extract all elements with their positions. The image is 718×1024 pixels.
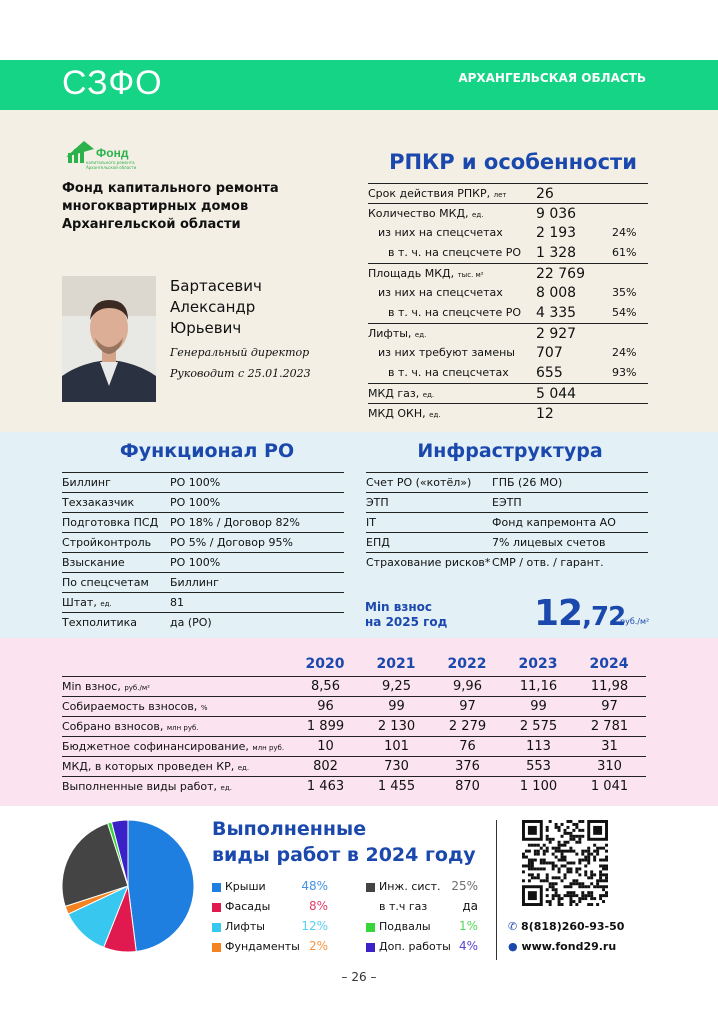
legend-item — [366, 878, 440, 896]
infrastructure-row — [366, 512, 648, 532]
works-title-line2: виды работ в 2024 году — [212, 844, 476, 866]
stats-unit: руб./м² — [124, 684, 150, 692]
rpkr-label-text: Лифты, — [368, 327, 412, 340]
stats-label — [62, 777, 290, 795]
stats-label — [62, 737, 290, 755]
min-fee-dec: ,72 — [582, 602, 626, 632]
rpkr-value: 707 — [536, 345, 563, 361]
functional-key — [62, 553, 170, 572]
stats-year: 2024 — [589, 656, 629, 672]
legend-item — [212, 878, 266, 896]
rpkr-unit: ед. — [429, 411, 441, 419]
stats-label-text: МКД, в которых проведен КР, — [62, 760, 235, 773]
stats-cell: 97 — [601, 699, 618, 714]
globe-icon: ● — [508, 940, 522, 953]
stats-label-text: Бюджетное софинансирование, — [62, 740, 249, 753]
stats-unit: млн руб. — [252, 744, 285, 752]
infrastructure-value: ГПБ (26 МО) — [492, 476, 563, 489]
infrastructure-row — [366, 552, 648, 572]
legend-item — [366, 898, 427, 916]
legend-name: в т.ч газ — [379, 900, 428, 913]
functional-value: да (РО) — [170, 616, 212, 629]
divider — [496, 820, 497, 960]
infrastructure-row — [366, 472, 648, 492]
functional-key — [62, 593, 170, 612]
rpkr-label — [368, 404, 536, 423]
rpkr-percent — [612, 404, 648, 423]
region-code: СЗФО — [62, 64, 163, 102]
rpkr-label — [368, 384, 536, 403]
stats-cell: 11,16 — [519, 679, 558, 694]
legend-item — [212, 938, 300, 956]
infrastructure-key: ЭТП — [366, 496, 389, 509]
stats-label — [62, 677, 290, 695]
stats-cell: 8,56 — [311, 679, 340, 694]
rpkr-value: 2 927 — [536, 326, 577, 342]
functional-key — [62, 573, 170, 592]
rpkr-label — [368, 324, 536, 343]
infrastructure-row — [366, 492, 648, 512]
functional-key-text: Взыскание — [62, 556, 125, 569]
legend-name: Подвалы — [379, 920, 431, 933]
infrastructure-value: СМР / отв. / гарант. — [492, 556, 604, 569]
rpkr-percent — [612, 324, 648, 343]
stats-cell: 9,25 — [382, 679, 411, 694]
rpkr-percent: 61% — [612, 246, 637, 259]
stats-cell: 1 100 — [519, 779, 558, 794]
rpkr-row — [368, 243, 648, 263]
stats-cell: 376 — [455, 759, 480, 774]
rpkr-percent: 35% — [612, 286, 637, 299]
rpkr-label — [368, 184, 536, 203]
rpkr-percent — [612, 264, 648, 283]
rpkr-label-text: Срок действия РПКР, — [368, 187, 491, 200]
rpkr-label — [368, 343, 536, 363]
director-since: Руководит с 25.01.2023 — [170, 367, 311, 380]
infrastructure-key: ЕПД — [366, 536, 390, 549]
min-fee-unit: руб./м² — [620, 617, 650, 626]
legend-swatch — [212, 903, 221, 912]
rpkr-label — [368, 283, 536, 303]
legend-item — [212, 898, 270, 916]
rpkr-label-text: в т. ч. на спецсчете РО — [388, 246, 522, 259]
functional-row — [62, 572, 344, 592]
rpkr-value: 1 328 — [536, 245, 577, 261]
functional-key — [62, 473, 170, 492]
rpkr-percent: 24% — [612, 226, 637, 239]
rpkr-row — [368, 343, 648, 363]
qr-code-icon[interactable] — [522, 820, 608, 906]
rpkr-label-text: МКД ОКН, — [368, 407, 426, 420]
legend-item — [212, 918, 265, 936]
functional-key — [62, 613, 170, 632]
rpkr-label — [368, 264, 536, 283]
infrastructure-value: 7% лицевых счетов — [492, 536, 606, 549]
infrastructure-key: Страхование рисков* — [366, 556, 491, 569]
infrastructure-title: Инфраструктура — [417, 440, 603, 462]
legend-swatch — [212, 923, 221, 932]
infrastructure-value: Фонд капремонта АО — [492, 516, 616, 529]
stats-year: 2023 — [518, 656, 558, 672]
rpkr-label-text: из них на спецсчетах — [378, 226, 503, 239]
director-surname: Бартасевич — [170, 277, 262, 295]
rpkr-row — [368, 323, 648, 343]
legend-percent: 48% — [301, 879, 328, 893]
contact-phone[interactable] — [508, 920, 624, 933]
functional-key-text: Штат, — [62, 596, 97, 609]
stats-unit: млн руб. — [166, 724, 199, 732]
legend-swatch — [212, 943, 221, 952]
works-pie-chart — [60, 818, 196, 954]
stats-cell: 802 — [313, 759, 338, 774]
page-number: – 26 – — [341, 970, 377, 984]
stats-cell: 870 — [455, 779, 480, 794]
legend-percent: 2% — [308, 939, 328, 953]
legend-percent: 12% — [301, 919, 328, 933]
stats-year: 2021 — [376, 656, 416, 672]
rpkr-percent — [612, 184, 648, 203]
functional-key — [62, 513, 170, 532]
rpkr-row — [368, 363, 648, 383]
rpkr-row — [368, 383, 648, 403]
legend-percent: да — [462, 899, 478, 913]
min-fee-label — [365, 600, 447, 630]
functional-value: РО 18% / Договор 82% — [170, 516, 300, 529]
rpkr-unit: ед. — [414, 331, 427, 339]
rpkr-row — [368, 223, 648, 243]
contact-site[interactable] — [508, 940, 616, 953]
stats-row — [62, 756, 646, 775]
stats-cell: 99 — [530, 699, 547, 714]
rpkr-label-text: Площадь МКД, — [368, 267, 455, 280]
stats-cell: 2 781 — [590, 719, 629, 734]
stats-label-text: Выполненные виды работ, — [62, 780, 218, 793]
legend-swatch — [366, 943, 375, 952]
functional-title: Функционал РО — [119, 440, 295, 462]
stats-row — [62, 736, 646, 755]
stats-cell: 101 — [384, 739, 409, 754]
legend-name: Фасады — [225, 900, 271, 913]
rpkr-percent — [612, 384, 648, 403]
stats-cell: 730 — [384, 759, 409, 774]
stats-cell: 2 130 — [377, 719, 416, 734]
rpkr-value: 26 — [536, 186, 554, 202]
rpkr-value: 22 769 — [536, 266, 585, 282]
legend-swatch — [366, 883, 375, 892]
legend-name: Крыши — [225, 880, 266, 893]
rpkr-label-text: в т. ч. на спецсчетах — [388, 366, 509, 379]
functional-row — [62, 492, 344, 512]
rpkr-label — [368, 363, 536, 383]
rpkr-value: 5 044 — [536, 386, 577, 402]
functional-key — [62, 533, 170, 552]
functional-value: РО 100% — [170, 496, 221, 509]
works-title — [212, 816, 502, 868]
functional-value: РО 100% — [170, 476, 221, 489]
functional-row — [62, 612, 344, 632]
rpkr-row — [368, 403, 648, 423]
stats-cell: 31 — [601, 739, 618, 754]
functional-key-text: Биллинг — [62, 476, 111, 489]
stats-unit: % — [200, 704, 208, 712]
director-patronymic: Юрьевич — [170, 319, 242, 337]
rpkr-label-text: МКД газ, — [368, 387, 420, 400]
functional-value: РО 5% / Договор 95% — [170, 536, 293, 549]
stats-cell: 1 899 — [306, 719, 345, 734]
logo-text: Фонд — [96, 146, 129, 160]
director-first-name: Александр — [170, 298, 256, 316]
rpkr-row — [368, 183, 648, 203]
stats-cell: 553 — [526, 759, 551, 774]
legend-percent: 4% — [458, 939, 478, 953]
functional-row — [62, 592, 344, 612]
functional-key — [62, 493, 170, 512]
rpkr-row — [368, 263, 648, 283]
stats-unit: ед. — [220, 784, 232, 792]
region-header — [0, 60, 718, 110]
infrastructure-key: Счет РО («котёл») — [366, 476, 472, 489]
fund-name: Фонд капитального ремонта многоквартирных домов Архангельской области — [62, 181, 279, 232]
min-fee-label-line2: на 2025 год — [365, 615, 448, 629]
rpkr-row — [368, 283, 648, 303]
legend-swatch — [366, 903, 375, 912]
legend-percent: 1% — [458, 919, 478, 933]
legend-swatch — [212, 883, 221, 892]
rpkr-label — [368, 204, 536, 223]
rpkr-label-text: из них требуют замены — [378, 346, 515, 359]
functional-row — [62, 512, 344, 532]
legend-item — [366, 918, 431, 936]
legend-name: Лифты — [225, 920, 265, 933]
stats-cell: 99 — [388, 699, 405, 714]
rpkr-value: 2 193 — [536, 225, 577, 241]
stats-cell: 1 455 — [377, 779, 416, 794]
functional-key-text: Стройконтроль — [62, 536, 152, 549]
rpkr-row — [368, 203, 648, 223]
min-fee-int: 12 — [534, 593, 583, 634]
stats-cell: 10 — [317, 739, 334, 754]
rpkr-label-text: из них на спецсчетах — [378, 286, 503, 299]
director-name — [170, 276, 320, 339]
stats-label — [62, 757, 290, 775]
rpkr-row — [368, 303, 648, 323]
legend-swatch — [366, 923, 375, 932]
rpkr-value: 4 335 — [536, 305, 577, 321]
stats-cell: 310 — [597, 759, 622, 774]
legend-percent: 25% — [451, 879, 478, 893]
functional-key-text: Подготовка ПСД — [62, 516, 159, 529]
functional-row — [62, 532, 344, 552]
stats-row — [62, 776, 646, 795]
phone-number: 8(818)260-93-50 — [521, 920, 625, 933]
functional-unit: ед. — [100, 600, 112, 608]
min-fee-label-line1: Min взнос — [365, 600, 432, 614]
stats-cell: 11,98 — [590, 679, 629, 694]
functional-key-text: Техзаказчик — [62, 496, 135, 509]
rpkr-value: 655 — [536, 365, 563, 381]
rpkr-value: 12 — [536, 406, 554, 422]
stats-cell: 1 463 — [306, 779, 345, 794]
rpkr-percent: 93% — [612, 366, 637, 379]
functional-row — [62, 552, 344, 572]
legend-name: Инж. сист. — [379, 880, 441, 893]
stats-label-text: Собираемость взносов, — [62, 700, 198, 713]
rpkr-label-text: в т. ч. на спецсчете РО — [388, 306, 522, 319]
site-url: www.fond29.ru — [521, 940, 617, 953]
infrastructure-value: ЕЭТП — [492, 496, 522, 509]
stats-cell: 96 — [317, 699, 334, 714]
legend-percent: 8% — [308, 899, 328, 913]
stats-cell: 76 — [459, 739, 476, 754]
stats-year: 2022 — [447, 656, 487, 672]
rpkr-label — [368, 223, 536, 243]
stats-cell: 2 279 — [448, 719, 487, 734]
functional-value: РО 100% — [170, 556, 221, 569]
director-position: Генеральный директор — [170, 346, 310, 359]
legend-item — [366, 938, 451, 956]
rpkr-value: 9 036 — [536, 206, 577, 222]
stats-label — [62, 717, 290, 735]
stats-row — [62, 696, 646, 715]
rpkr-unit: ед. — [422, 391, 435, 399]
stats-cell: 9,96 — [453, 679, 482, 694]
rpkr-percent: 24% — [612, 346, 637, 359]
rpkr-label-text: Количество МКД, — [368, 207, 469, 220]
infrastructure-key: IT — [366, 516, 376, 529]
rpkr-label — [368, 243, 536, 263]
rpkr-unit: лет — [493, 191, 507, 199]
stats-year: 2020 — [305, 656, 345, 672]
rpkr-value: 8 008 — [536, 285, 577, 301]
pie-slice-Крыши — [128, 820, 194, 951]
stats-cell: 1 041 — [590, 779, 629, 794]
rpkr-percent — [612, 204, 648, 223]
legend-name: Фундаменты — [225, 940, 300, 953]
stats-label — [62, 697, 290, 715]
fund-logo — [64, 135, 154, 175]
stats-label-text: Собрано взносов, — [62, 720, 164, 733]
functional-key-text: По спецсчетам — [62, 576, 149, 589]
rpkr-label — [368, 303, 536, 323]
director-photo — [62, 276, 156, 402]
region-name: АРХАНГЕЛЬСКАЯ ОБЛАСТЬ — [458, 71, 646, 85]
stats-label-text: Min взнос, — [62, 680, 121, 693]
functional-key-text: Техполитика — [62, 616, 138, 629]
rpkr-percent: 54% — [612, 306, 637, 319]
stats-cell: 113 — [526, 739, 551, 754]
phone-icon: ✆ — [508, 920, 522, 933]
functional-row — [62, 472, 344, 492]
stats-unit: ед. — [237, 764, 250, 772]
legend-name: Доп. работы — [379, 940, 451, 953]
min-fee-value — [534, 593, 625, 634]
infrastructure-row — [366, 532, 648, 552]
rpkr-title: РПКР и особенности — [389, 150, 637, 174]
works-title-line1: Выполненные — [212, 818, 367, 840]
logo-subtext: капитального ремонта Архангельской области — [86, 160, 137, 170]
functional-value: 81 — [170, 596, 184, 609]
stats-cell: 2 575 — [519, 719, 558, 734]
rpkr-unit: ед. — [472, 211, 484, 219]
stats-row — [62, 716, 646, 735]
stats-cell: 97 — [459, 699, 476, 714]
stats-row — [62, 676, 646, 695]
functional-value: Биллинг — [170, 576, 219, 589]
rpkr-unit: тыс. м² — [457, 271, 484, 279]
